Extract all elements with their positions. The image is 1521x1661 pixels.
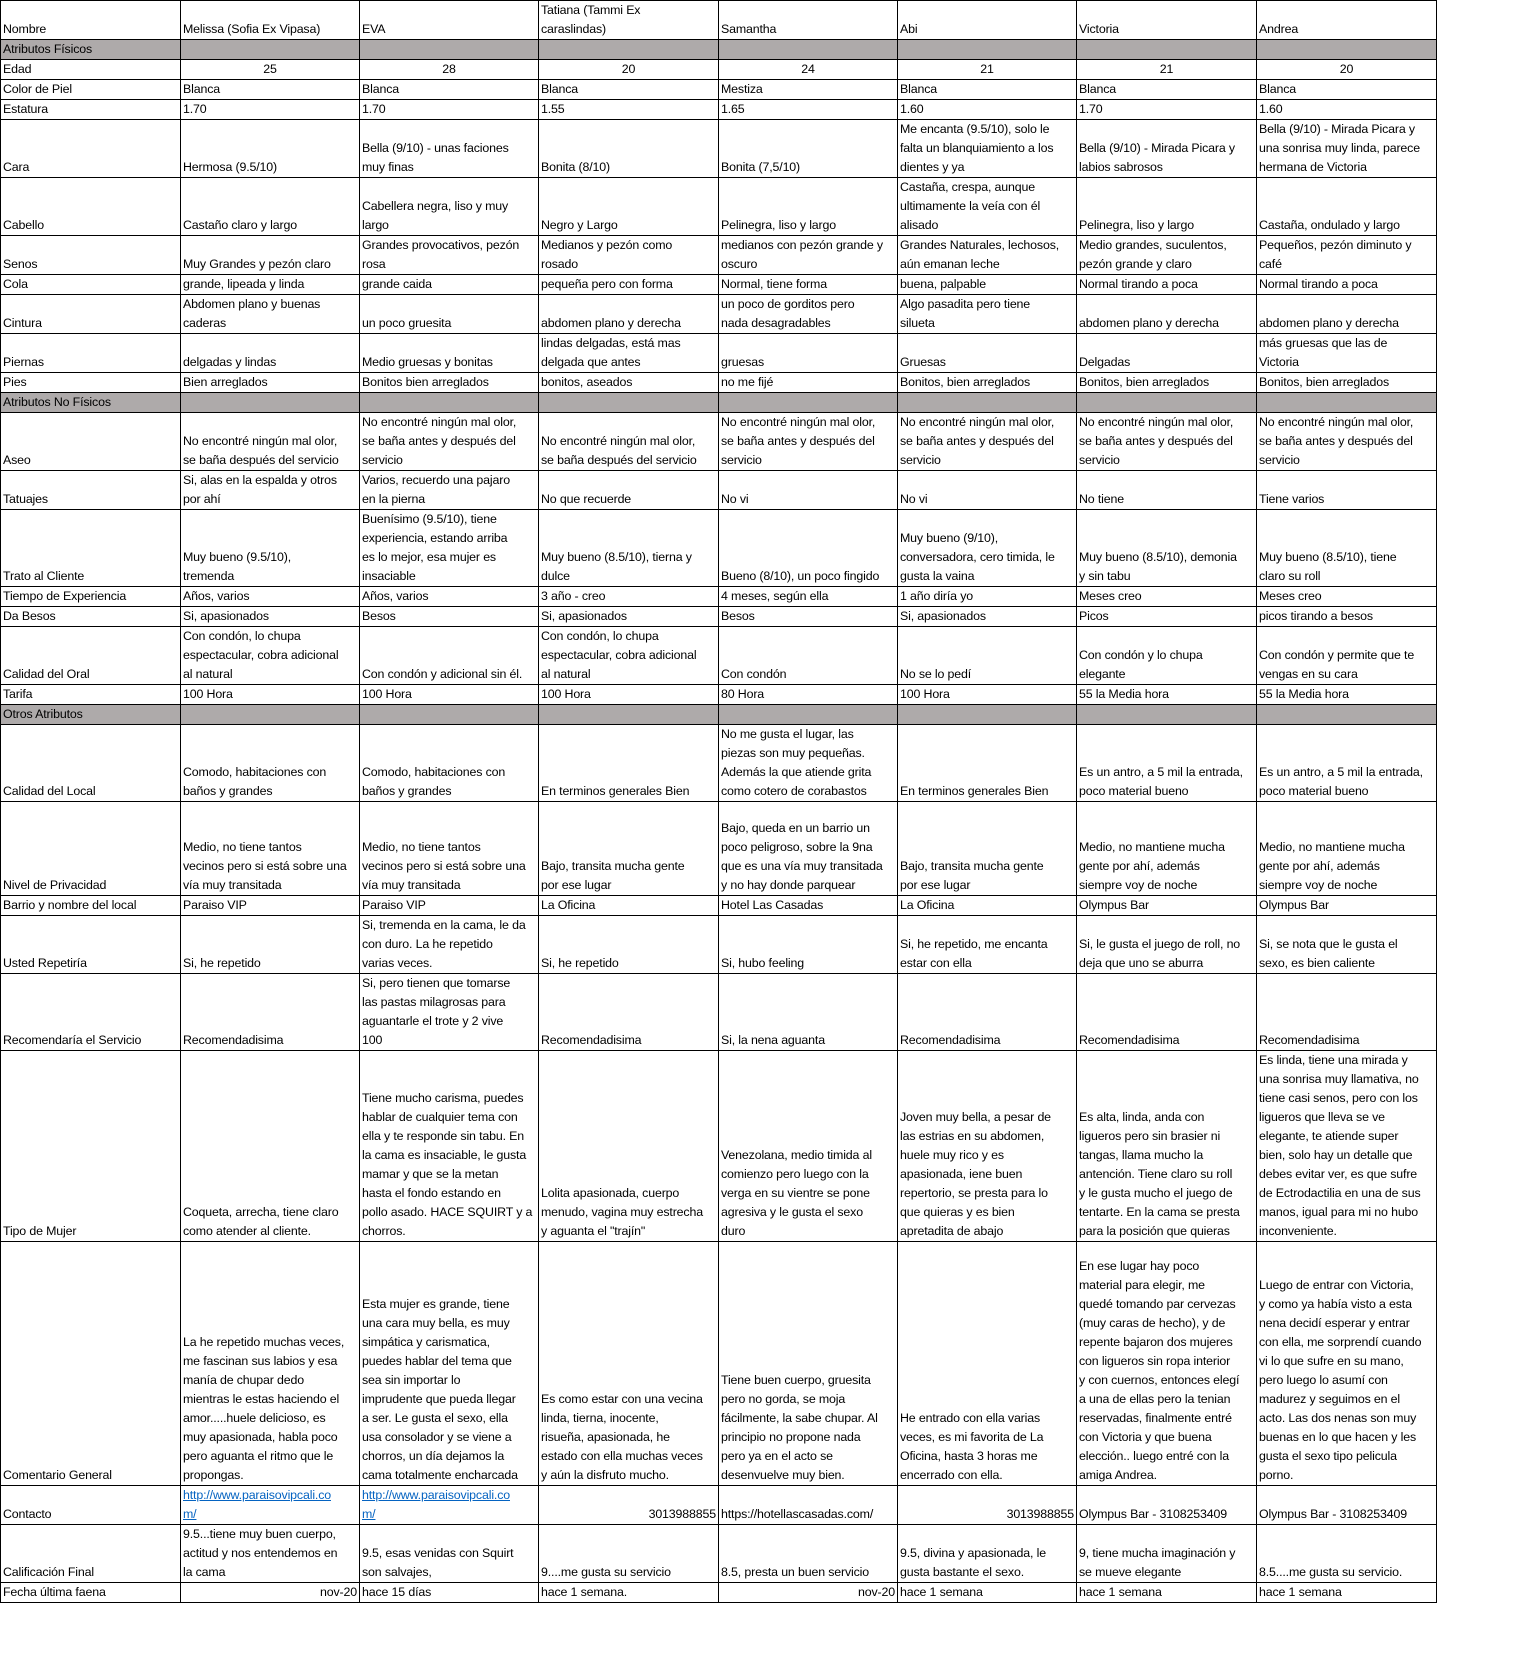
cell: Medio gruesas y bonitas bbox=[360, 334, 539, 373]
column-name: Tatiana (Tammi Ex caraslindas) bbox=[539, 1, 719, 40]
section-filler bbox=[360, 40, 539, 60]
cell: hace 1 semana bbox=[1257, 1583, 1437, 1603]
cell: En ese lugar hay poco material para elegir, me quedé tomando par cervezas (muy caras de hecho), y de repente bajaron dos mujeres con ligueros sin ropa interior y con cuernos, entonces elegí a una de ellas pero la tenian reservadas, finalmente entré con Victoria y que buena elección.. luego entré con la amiga Andrea. bbox=[1077, 1242, 1257, 1486]
cell: Besos bbox=[360, 607, 539, 627]
contact-cell bbox=[360, 1486, 539, 1525]
row-label: Aseo bbox=[1, 413, 181, 471]
cell: Si, apasionados bbox=[898, 607, 1077, 627]
data-row bbox=[1, 627, 1437, 685]
cell: Paraiso VIP bbox=[181, 896, 360, 916]
data-row bbox=[1, 275, 1437, 295]
data-row bbox=[1, 607, 1437, 627]
cell: 1.70 bbox=[360, 100, 539, 120]
cell: No encontré ningún mal olor, se baña antes y después del servicio bbox=[1257, 413, 1437, 471]
cell: 55 la Media hora bbox=[1077, 685, 1257, 705]
cell: La Oficina bbox=[898, 896, 1077, 916]
cell: 100 Hora bbox=[360, 685, 539, 705]
cell: más gruesas que las de Victoria bbox=[1257, 334, 1437, 373]
row-label: Pies bbox=[1, 373, 181, 393]
cell: Si, he repetido bbox=[181, 916, 360, 974]
row-label: Usted Repetiría bbox=[1, 916, 181, 974]
cell: hace 1 semana bbox=[1077, 1583, 1257, 1603]
cell: Delgadas bbox=[1077, 334, 1257, 373]
cell: Abdomen plano y buenas caderas bbox=[181, 295, 360, 334]
data-row bbox=[1, 974, 1437, 1051]
cell: Bueno (8/10), un poco fingido bbox=[719, 510, 898, 587]
cell: abdomen plano y derecha bbox=[1077, 295, 1257, 334]
section-filler bbox=[360, 393, 539, 413]
cell: 1.60 bbox=[1257, 100, 1437, 120]
data-row bbox=[1, 295, 1437, 334]
header-row bbox=[1, 1, 1437, 40]
cell: Normal tirando a poca bbox=[1077, 275, 1257, 295]
cell: 20 bbox=[539, 60, 719, 80]
section-filler bbox=[181, 40, 360, 60]
data-row bbox=[1, 1242, 1437, 1486]
row-label: Recomendaría el Servicio bbox=[1, 974, 181, 1051]
data-row bbox=[1, 413, 1437, 471]
cell: 100 Hora bbox=[181, 685, 360, 705]
cell: pequeña pero con forma bbox=[539, 275, 719, 295]
column-name: EVA bbox=[360, 1, 539, 40]
row-label: Tiempo de Experiencia bbox=[1, 587, 181, 607]
cell: Venezolana, medio timida al comienzo pero luego con la verga en su vientre se pone agresiva y le gusta el sexo duro bbox=[719, 1051, 898, 1242]
row-label: Estatura bbox=[1, 100, 181, 120]
cell: Olympus Bar - 3108253409 bbox=[1257, 1486, 1437, 1525]
cell: 1.70 bbox=[1077, 100, 1257, 120]
data-row bbox=[1, 120, 1437, 178]
cell: No tiene bbox=[1077, 471, 1257, 510]
cell: Joven muy bella, a pesar de las estrias en su abdomen, huele muy rico y es apasionada, iene buen repertorio, se presta para lo que quieras y es bien apretadita de abajo bbox=[898, 1051, 1077, 1242]
data-row bbox=[1, 1583, 1437, 1603]
cell: no me fijé bbox=[719, 373, 898, 393]
cell: Besos bbox=[719, 607, 898, 627]
data-row bbox=[1, 1486, 1437, 1525]
cell: Normal, tiene forma bbox=[719, 275, 898, 295]
data-row bbox=[1, 896, 1437, 916]
section-header: Atributos Físicos bbox=[1, 40, 181, 60]
cell: 24 bbox=[719, 60, 898, 80]
cell: 21 bbox=[1077, 60, 1257, 80]
cell: 9.5, divina y apasionada, le gusta bastante el sexo. bbox=[898, 1525, 1077, 1583]
cell: Picos bbox=[1077, 607, 1257, 627]
section-filler bbox=[1077, 705, 1257, 725]
cell: Olympus Bar bbox=[1257, 896, 1437, 916]
cell: 28 bbox=[360, 60, 539, 80]
section-filler bbox=[898, 393, 1077, 413]
cell: Con condón y permite que te vengas en su cara bbox=[1257, 627, 1437, 685]
section-filler bbox=[1077, 393, 1257, 413]
cell: Medio, no mantiene mucha gente por ahí, además siempre voy de noche bbox=[1257, 802, 1437, 896]
cell: Si, apasionados bbox=[181, 607, 360, 627]
cell: 100 Hora bbox=[898, 685, 1077, 705]
cell: No encontré ningún mal olor, se baña antes y después del servicio bbox=[898, 413, 1077, 471]
data-row bbox=[1, 334, 1437, 373]
cell: Bonitos, bien arreglados bbox=[898, 373, 1077, 393]
cell: lindas delgadas, está mas delgada que antes bbox=[539, 334, 719, 373]
cell: 3 año - creo bbox=[539, 587, 719, 607]
cell: No me gusta el lugar, las piezas son muy pequeñas. Además la que atiende grita como cotero de corabastos bbox=[719, 725, 898, 802]
cell: Con condón, lo chupa espectacular, cobra adicional al natural bbox=[539, 627, 719, 685]
cell: picos tirando a besos bbox=[1257, 607, 1437, 627]
row-label: Tipo de Mujer bbox=[1, 1051, 181, 1242]
cell: Bonita (8/10) bbox=[539, 120, 719, 178]
cell: Luego de entrar con Victoria, y como ya había visto a esta nena decidí esperar y entrar con ella, me sorprendí cuando vi lo que sufre en su mano, pero luego lo asumí con madurez y seguimos en el acto. Las dos nenas son muy buenas en lo que hacen y les gusta el sexo tipo pelicula porno. bbox=[1257, 1242, 1437, 1486]
row-label: Trato al Cliente bbox=[1, 510, 181, 587]
cell: bonitos, aseados bbox=[539, 373, 719, 393]
cell: abdomen plano y derecha bbox=[1257, 295, 1437, 334]
row-label: Cabello bbox=[1, 178, 181, 236]
cell: 80 Hora bbox=[719, 685, 898, 705]
cell: Recomendadisima bbox=[539, 974, 719, 1051]
cell: Blanca bbox=[539, 80, 719, 100]
cell: Es alta, linda, anda con ligueros pero sin brasier ni tangas, llama mucho la antención. Tiene claro su roll y le gusta mucho el juego de tentarte. En la cama se presta para la posición que quieras bbox=[1077, 1051, 1257, 1242]
cell: Con condón, lo chupa espectacular, cobra adicional al natural bbox=[181, 627, 360, 685]
cell: Meses creo bbox=[1077, 587, 1257, 607]
column-name: Samantha bbox=[719, 1, 898, 40]
cell: Pelinegra, liso y largo bbox=[719, 178, 898, 236]
cell: La Oficina bbox=[539, 896, 719, 916]
section-filler bbox=[539, 393, 719, 413]
row-label: Tarifa bbox=[1, 685, 181, 705]
row-label: Comentario General bbox=[1, 1242, 181, 1486]
cell: Recomendadisima bbox=[1077, 974, 1257, 1051]
cell: Esta mujer es grande, tiene una cara muy bella, es muy simpática y carismatica, puedes hablar del tema que sea sin importar lo imprudente que pueda llegar a ser. Le gusta el sexo, ella usa consolador y se viene a chorros, un día dejamos la cama totalmente encharcada bbox=[360, 1242, 539, 1486]
cell: Recomendadisima bbox=[898, 974, 1077, 1051]
cell: 1 año diría yo bbox=[898, 587, 1077, 607]
cell: hace 1 semana. bbox=[539, 1583, 719, 1603]
cell: Muy bueno (8.5/10), tiene claro su roll bbox=[1257, 510, 1437, 587]
cell: He entrado con ella varias veces, es mi favorita de La Oficina, hasta 3 horas me encerrado con ella. bbox=[898, 1242, 1077, 1486]
data-row bbox=[1, 725, 1437, 802]
section-header: Atributos No Físicos bbox=[1, 393, 181, 413]
cell: Bella (9/10) - Mirada Picara y labios sabrosos bbox=[1077, 120, 1257, 178]
data-row bbox=[1, 1051, 1437, 1242]
data-row bbox=[1, 60, 1437, 80]
data-row bbox=[1, 802, 1437, 896]
section-filler bbox=[898, 40, 1077, 60]
row-label: Cola bbox=[1, 275, 181, 295]
cell: un poco gruesita bbox=[360, 295, 539, 334]
cell: Si, pero tienen que tomarse las pastas milagrosas para aguantarle el trote y 2 vive 100 bbox=[360, 974, 539, 1051]
column-name: Andrea bbox=[1257, 1, 1437, 40]
cell: Blanca bbox=[360, 80, 539, 100]
cell: 3013988855 bbox=[898, 1486, 1077, 1525]
cell: Blanca bbox=[1257, 80, 1437, 100]
cell: Bajo, queda en un barrio un poco peligroso, sobre la 9na que es una vía muy transitada y no hay donde parquear bbox=[719, 802, 898, 896]
cell: No se lo pedí bbox=[898, 627, 1077, 685]
cell: Recomendadisima bbox=[1257, 974, 1437, 1051]
cell: Tiene varios bbox=[1257, 471, 1437, 510]
cell: 1.55 bbox=[539, 100, 719, 120]
cell: Negro y Largo bbox=[539, 178, 719, 236]
cell: Con condón y lo chupa elegante bbox=[1077, 627, 1257, 685]
column-name: Melissa (Sofia Ex Vipasa) bbox=[181, 1, 360, 40]
cell: La he repetido muchas veces, me fascinan sus labios y esa manía de chupar dedo mientras le estas haciendo el amor.....huele delicioso, es muy apasionada, habla poco pero aguanta el ritmo que le propongas. bbox=[181, 1242, 360, 1486]
cell: 21 bbox=[898, 60, 1077, 80]
row-label: Da Besos bbox=[1, 607, 181, 627]
cell: grande, lipeada y linda bbox=[181, 275, 360, 295]
data-row bbox=[1, 587, 1437, 607]
cell: Si, apasionados bbox=[539, 607, 719, 627]
cell: https://hotellascasadas.com/ bbox=[719, 1486, 898, 1525]
section-row bbox=[1, 40, 1437, 60]
cell: hace 15 días bbox=[360, 1583, 539, 1603]
cell: No que recuerde bbox=[539, 471, 719, 510]
cell: 25 bbox=[181, 60, 360, 80]
cell: Si, tremenda en la cama, le da con duro. La he repetido varias veces. bbox=[360, 916, 539, 974]
cell: Pelinegra, liso y largo bbox=[1077, 178, 1257, 236]
row-label: Color de Piel bbox=[1, 80, 181, 100]
cell: Normal tirando a poca bbox=[1257, 275, 1437, 295]
section-filler bbox=[719, 705, 898, 725]
cell: Bella (9/10) - unas faciones muy finas bbox=[360, 120, 539, 178]
row-label: Piernas bbox=[1, 334, 181, 373]
cell: Castaña, ondulado y largo bbox=[1257, 178, 1437, 236]
cell: No encontré ningún mal olor, se baña después del servicio bbox=[181, 413, 360, 471]
cell: Pequeños, pezón diminuto y café bbox=[1257, 236, 1437, 275]
cell: 1.65 bbox=[719, 100, 898, 120]
cell: 9....me gusta su servicio bbox=[539, 1525, 719, 1583]
cell: buena, palpable bbox=[898, 275, 1077, 295]
row-label: Calidad del Local bbox=[1, 725, 181, 802]
cell: Medio, no tiene tantos vecinos pero si está sobre una vía muy transitada bbox=[181, 802, 360, 896]
column-name: Abi bbox=[898, 1, 1077, 40]
cell: Si, he repetido bbox=[539, 916, 719, 974]
cell: No encontré ningún mal olor, se baña antes y después del servicio bbox=[360, 413, 539, 471]
contact-cell bbox=[181, 1486, 360, 1525]
section-row bbox=[1, 705, 1437, 725]
cell: Castaña, crespa, aunque ultimamente la veía con él alisado bbox=[898, 178, 1077, 236]
cell: Medio grandes, suculentos, pezón grande y claro bbox=[1077, 236, 1257, 275]
section-filler bbox=[181, 393, 360, 413]
row-label: Barrio y nombre del local bbox=[1, 896, 181, 916]
cell: Medio, no mantiene mucha gente por ahí, además siempre voy de noche bbox=[1077, 802, 1257, 896]
cell: 9, tiene mucha imaginación y se mueve elegante bbox=[1077, 1525, 1257, 1583]
cell: medianos con pezón grande y oscuro bbox=[719, 236, 898, 275]
cell: 3013988855 bbox=[539, 1486, 719, 1525]
cell: Muy bueno (9/10), conversadora, cero timida, le gusta la vaina bbox=[898, 510, 1077, 587]
cell: En terminos generales Bien bbox=[539, 725, 719, 802]
cell: 100 Hora bbox=[539, 685, 719, 705]
row-label: Nombre bbox=[1, 1, 181, 40]
cell: Hermosa (9.5/10) bbox=[181, 120, 360, 178]
cell: Recomendadisima bbox=[181, 974, 360, 1051]
cell: nov-20 bbox=[181, 1583, 360, 1603]
cell: 20 bbox=[1257, 60, 1437, 80]
cell: 9.5...tiene muy buen cuerpo, actitud y nos entendemos en la cama bbox=[181, 1525, 360, 1583]
section-filler bbox=[539, 705, 719, 725]
cell: abdomen plano y derecha bbox=[539, 295, 719, 334]
cell: Paraiso VIP bbox=[360, 896, 539, 916]
cell: grande caida bbox=[360, 275, 539, 295]
row-label: Edad bbox=[1, 60, 181, 80]
cell: Me encanta (9.5/10), solo le falta un blanquiamiento a los dientes y ya bbox=[898, 120, 1077, 178]
row-label: Nivel de Privacidad bbox=[1, 802, 181, 896]
data-row bbox=[1, 178, 1437, 236]
cell: Bien arreglados bbox=[181, 373, 360, 393]
cell: Muy bueno (8.5/10), demonia y sin tabu bbox=[1077, 510, 1257, 587]
cell: Bella (9/10) - Mirada Picara y una sonrisa muy linda, parece hermana de Victoria bbox=[1257, 120, 1437, 178]
cell: Blanca bbox=[898, 80, 1077, 100]
cell: Blanca bbox=[1077, 80, 1257, 100]
cell: Meses creo bbox=[1257, 587, 1437, 607]
data-row bbox=[1, 471, 1437, 510]
cell: Grandes Naturales, lechosos, aún emanan leche bbox=[898, 236, 1077, 275]
cell: Si, he repetido, me encanta estar con ella bbox=[898, 916, 1077, 974]
section-filler bbox=[1077, 40, 1257, 60]
contact-link[interactable]: http://www.paraisovipcali.co m/ bbox=[362, 1488, 510, 1521]
row-label: Calidad del Oral bbox=[1, 627, 181, 685]
column-name: Victoria bbox=[1077, 1, 1257, 40]
cell: Si, la nena aguanta bbox=[719, 974, 898, 1051]
cell: Coqueta, arrecha, tiene claro como atender al cliente. bbox=[181, 1051, 360, 1242]
cell: Muy bueno (9.5/10), tremenda bbox=[181, 510, 360, 587]
cell: Si, alas en la espalda y otros por ahí bbox=[181, 471, 360, 510]
section-filler bbox=[1257, 393, 1437, 413]
data-row bbox=[1, 510, 1437, 587]
cell: Medianos y pezón como rosado bbox=[539, 236, 719, 275]
row-label: Senos bbox=[1, 236, 181, 275]
section-filler bbox=[1257, 40, 1437, 60]
row-label: Cara bbox=[1, 120, 181, 178]
section-filler bbox=[898, 705, 1077, 725]
cell: Es un antro, a 5 mil la entrada, poco material bueno bbox=[1077, 725, 1257, 802]
cell: Muy Grandes y pezón claro bbox=[181, 236, 360, 275]
section-filler bbox=[1257, 705, 1437, 725]
cell: Olympus Bar bbox=[1077, 896, 1257, 916]
cell: Es un antro, a 5 mil la entrada, poco material bueno bbox=[1257, 725, 1437, 802]
cell: Muy bueno (8.5/10), tierna y dulce bbox=[539, 510, 719, 587]
cell: No vi bbox=[719, 471, 898, 510]
data-row bbox=[1, 100, 1437, 120]
cell: 9.5, esas venidas con Squirt son salvajes, bbox=[360, 1525, 539, 1583]
cell: Si, le gusta el juego de roll, no deja que uno se aburra bbox=[1077, 916, 1257, 974]
cell: Comodo, habitaciones con baños y grandes bbox=[181, 725, 360, 802]
cell: Buenísimo (9.5/10), tiene experiencia, estando arriba es lo mejor, esa mujer es insaciable bbox=[360, 510, 539, 587]
section-filler bbox=[181, 705, 360, 725]
cell: Años, varios bbox=[360, 587, 539, 607]
cell: Años, varios bbox=[181, 587, 360, 607]
cell: En terminos generales Bien bbox=[898, 725, 1077, 802]
cell: No encontré ningún mal olor, se baña antes y después del servicio bbox=[1077, 413, 1257, 471]
cell: 55 la Media hora bbox=[1257, 685, 1437, 705]
data-row bbox=[1, 373, 1437, 393]
section-row bbox=[1, 393, 1437, 413]
cell: Tiene mucho carisma, puedes hablar de cualquier tema con ella y te responde sin tabu. En la cama es insaciable, le gusta mamar y que se la metan hasta el fondo estando en pollo asado. HACE SQUIRT y a chorros. bbox=[360, 1051, 539, 1242]
row-label: Fecha última faena bbox=[1, 1583, 181, 1603]
cell: Castaño claro y largo bbox=[181, 178, 360, 236]
cell: hace 1 semana bbox=[898, 1583, 1077, 1603]
cell: gruesas bbox=[719, 334, 898, 373]
cell: Si, se nota que le gusta el sexo, es bien caliente bbox=[1257, 916, 1437, 974]
cell: Bonita (7,5/10) bbox=[719, 120, 898, 178]
data-row bbox=[1, 916, 1437, 974]
cell: Olympus Bar - 3108253409 bbox=[1077, 1486, 1257, 1525]
cell: Grandes provocativos, pezón rosa bbox=[360, 236, 539, 275]
cell: Cabellera negra, liso y muy largo bbox=[360, 178, 539, 236]
cell: Comodo, habitaciones con baños y grandes bbox=[360, 725, 539, 802]
row-label: Calificación Final bbox=[1, 1525, 181, 1583]
cell: Con condón y adicional sin él. bbox=[360, 627, 539, 685]
row-label: Cintura bbox=[1, 295, 181, 334]
cell: Blanca bbox=[181, 80, 360, 100]
cell: Varios, recuerdo una pajaro en la pierna bbox=[360, 471, 539, 510]
cell: 8.5, presta un buen servicio bbox=[719, 1525, 898, 1583]
cell: Bonitos, bien arreglados bbox=[1257, 373, 1437, 393]
cell: Algo pasadita pero tiene silueta bbox=[898, 295, 1077, 334]
cell: Bajo, transita mucha gente por ese lugar bbox=[539, 802, 719, 896]
cell: Con condón bbox=[719, 627, 898, 685]
cell: Es linda, tiene una mirada y una sonrisa muy llamativa, no tiene casi senos, pero con los ligueros que lleva se ve elegante, te atiende super bien, solo hay un detalle que debes evitar ver, es que sufre de Ectrodactilia en una de sus manos, igual para mi no hubo inconveniente. bbox=[1257, 1051, 1437, 1242]
data-row bbox=[1, 80, 1437, 100]
cell: No encontré ningún mal olor, se baña después del servicio bbox=[539, 413, 719, 471]
section-filler bbox=[719, 40, 898, 60]
cell: Bonitos bien arreglados bbox=[360, 373, 539, 393]
data-row bbox=[1, 685, 1437, 705]
cell: Bonitos, bien arreglados bbox=[1077, 373, 1257, 393]
cell: 8.5....me gusta su servicio. bbox=[1257, 1525, 1437, 1583]
cell: No vi bbox=[898, 471, 1077, 510]
contact-link[interactable]: http://www.paraisovipcali.co m/ bbox=[183, 1488, 331, 1521]
cell: 1.70 bbox=[181, 100, 360, 120]
cell: nov-20 bbox=[719, 1583, 898, 1603]
cell: Tiene buen cuerpo, gruesita pero no gorda, se moja fácilmente, la sabe chupar. Al principio no propone nada pero ya en el acto se desenvuelve muy bien. bbox=[719, 1242, 898, 1486]
section-filler bbox=[360, 705, 539, 725]
data-row bbox=[1, 1525, 1437, 1583]
cell: Mestiza bbox=[719, 80, 898, 100]
data-row bbox=[1, 236, 1437, 275]
cell: 1.60 bbox=[898, 100, 1077, 120]
row-label: Tatuajes bbox=[1, 471, 181, 510]
cell: Es como estar con una vecina linda, tierna, inocente, risueña, apasionada, he estado con ella muchas veces y aún la disfruto mucho. bbox=[539, 1242, 719, 1486]
cell: Medio, no tiene tantos vecinos pero si está sobre una vía muy transitada bbox=[360, 802, 539, 896]
section-filler bbox=[719, 393, 898, 413]
cell: delgadas y lindas bbox=[181, 334, 360, 373]
cell: 4 meses, según ella bbox=[719, 587, 898, 607]
cell: Bajo, transita mucha gente por ese lugar bbox=[898, 802, 1077, 896]
section-header: Otros Atributos bbox=[1, 705, 181, 725]
cell: Lolita apasionada, cuerpo menudo, vagina muy estrecha y aguanta el "trajín" bbox=[539, 1051, 719, 1242]
cell: Hotel Las Casadas bbox=[719, 896, 898, 916]
row-label: Contacto bbox=[1, 1486, 181, 1525]
cell: un poco de gorditos pero nada desagradables bbox=[719, 295, 898, 334]
cell: Gruesas bbox=[898, 334, 1077, 373]
cell: No encontré ningún mal olor, se baña antes y después del servicio bbox=[719, 413, 898, 471]
section-filler bbox=[539, 40, 719, 60]
cell: Si, hubo feeling bbox=[719, 916, 898, 974]
